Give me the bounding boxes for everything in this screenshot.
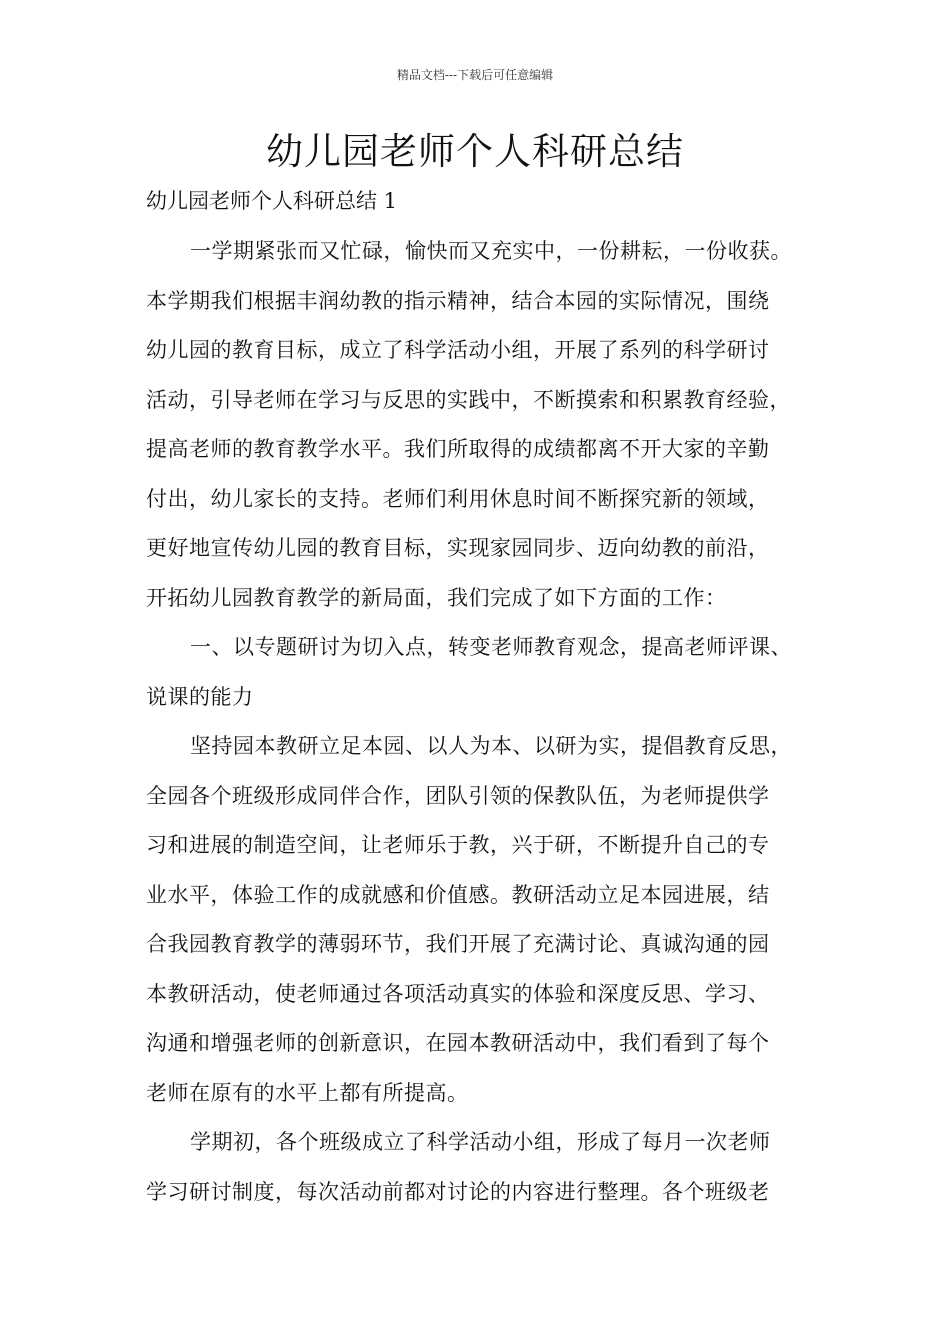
text-line: 沟通和增强老师的创新意识，在园本教研活动中，我们看到了每个: [146, 1031, 770, 1055]
text-line: 一学期紧张而又忙碌，愉快而又充实中，一份耕耘，一份收获。: [190, 239, 792, 263]
text-line: 全园各个班级形成同伴合作，团队引领的保教队伍，为老师提供学: [146, 783, 770, 808]
header-note: 精品文档---下载后可任意编辑: [396, 68, 554, 82]
text-line: 学习研讨制度，每次活动前都对讨论的内容进行整理。各个班级老: [146, 1179, 770, 1204]
text-line: 付出，幼儿家长的支持。老师们利用休息时间不断探究新的领域，: [146, 486, 770, 511]
text-line: 习和进展的制造空间，让老师乐于教，兴于研，不断提升自己的专: [146, 833, 770, 857]
text-line: 业水平，体验工作的成就感和价值感。教研活动立足本园进展，结: [146, 882, 770, 907]
text-line: 坚持园本教研立足本园、以人为本、以研为实，提倡教育反思，: [190, 734, 792, 758]
text-line: 老师在原有的水平上都有所提高。: [146, 1080, 469, 1105]
section-subtitle: 幼儿园老师个人科研总结 1: [146, 189, 398, 213]
text-line: 开拓幼儿园教育教学的新局面，我们完成了如下方面的工作：: [146, 585, 727, 610]
text-line: 学期初，各个班级成立了科学活动小组，形成了每月一次老师: [190, 1130, 771, 1154]
text-line: 更好地宣传幼儿园的教育目标，实现家园同步、迈向幼教的前沿，: [146, 536, 770, 560]
text-line: 活动，引导老师在学习与反思的实践中，不断摸索和积累教育经验，: [146, 387, 791, 412]
text-line: 本学期我们根据丰润幼教的指示精神，结合本园的实际情况，围绕: [146, 288, 770, 313]
body-text: [146, 236, 826, 1226]
section-heading-line: 一、以专题研讨为切入点，转变老师教育观念，提高老师评课、: [190, 635, 792, 659]
document-title: 幼儿园老师个人科研总结: [266, 130, 684, 173]
text-line: 合我园教育教学的薄弱环节，我们开展了充满讨论、真诚沟通的园: [146, 932, 770, 956]
section-heading-line: 说课的能力: [146, 684, 254, 709]
text-line: 提高老师的教育教学水平。我们所取得的成绩都离不开大家的辛勤: [146, 437, 770, 461]
text-line: 本教研活动，使老师通过各项活动真实的体验和深度反思、学习、: [146, 981, 770, 1006]
text-line: 幼儿园的教育目标，成立了科学活动小组，开展了系列的科学研讨: [146, 338, 770, 362]
